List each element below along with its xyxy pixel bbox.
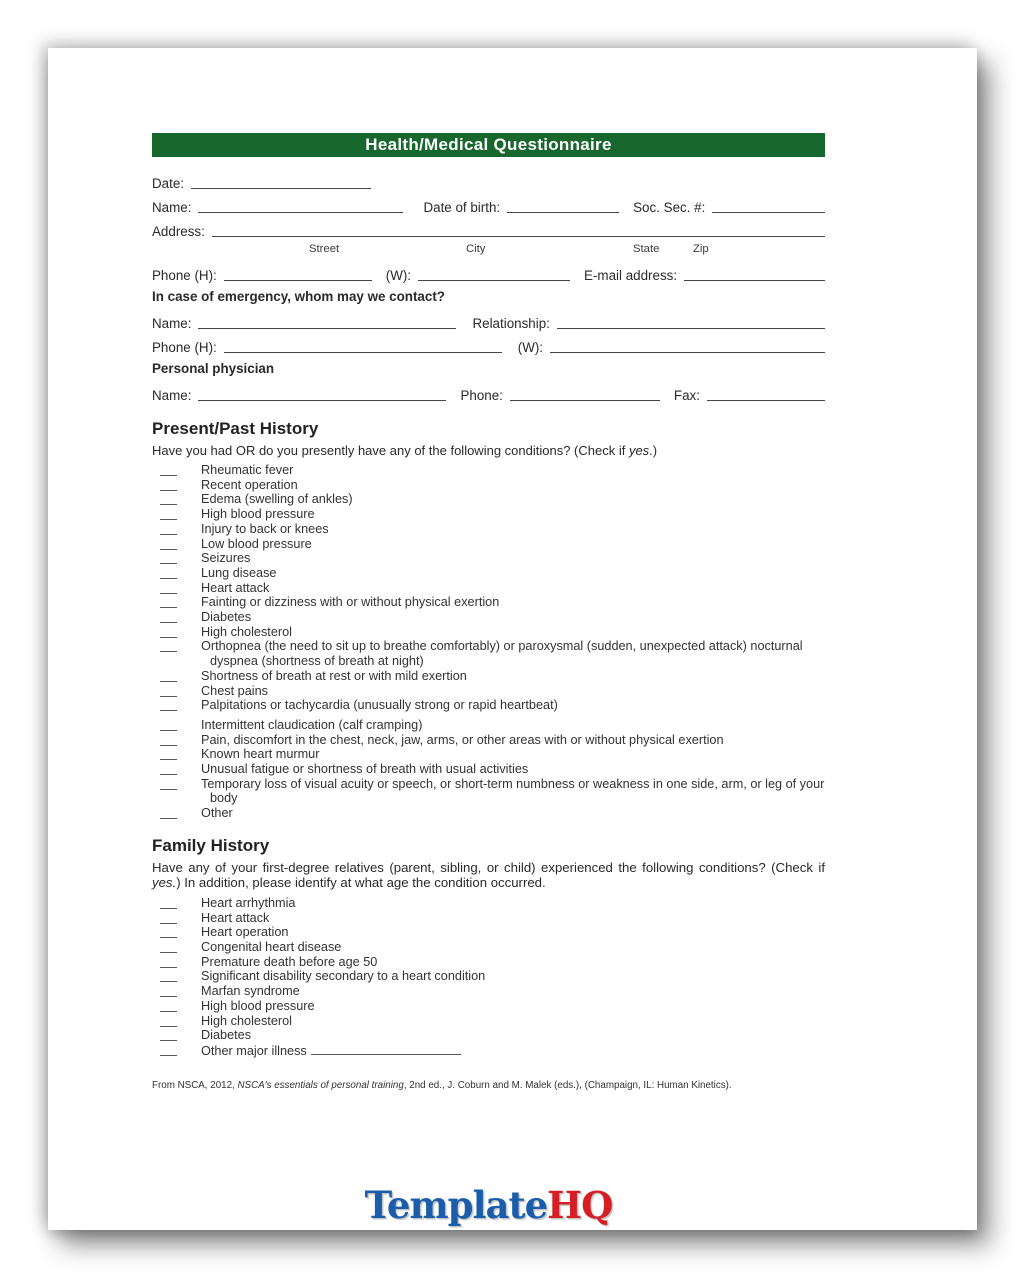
form-title-bar bbox=[152, 133, 825, 157]
checklist-item-label: Shortness of breath at rest or with mild exertion bbox=[201, 668, 467, 683]
checklist-item bbox=[152, 492, 825, 507]
present-past-intro-italic: yes bbox=[628, 443, 650, 458]
name-dob-ssn-row bbox=[152, 192, 825, 216]
checklist-item bbox=[152, 718, 825, 733]
check-blank[interactable] bbox=[160, 984, 177, 997]
check-blank[interactable] bbox=[160, 777, 177, 790]
physician-fax-field[interactable] bbox=[707, 396, 825, 401]
check-blank[interactable] bbox=[160, 733, 177, 746]
checklist-item-label: Marfan syndrome bbox=[201, 984, 300, 999]
present-past-intro bbox=[152, 443, 825, 458]
checklist-item-label: Diabetes bbox=[201, 610, 252, 625]
check-blank[interactable] bbox=[160, 896, 177, 909]
checklist-item-label: Temporary loss of visual acuity or speech, or short-term numbness or weakness in one side, arm, or leg of your body bbox=[201, 776, 825, 806]
check-blank[interactable] bbox=[160, 940, 177, 953]
checklist-item-label: Recent operation bbox=[201, 477, 298, 492]
checklist-item bbox=[152, 684, 825, 699]
check-blank[interactable] bbox=[160, 999, 177, 1012]
checklist-item-label: Orthopnea (the need to sit up to breathe comfortably) or paroxysmal (sudden, unexpected attack) nocturnal dyspnea (shortness of breath at night) bbox=[201, 639, 803, 669]
checklist-item-label: Diabetes bbox=[201, 1028, 252, 1043]
write-in-blank[interactable] bbox=[311, 1043, 461, 1055]
checklist-item-label: Heart attack bbox=[201, 580, 270, 595]
physician-row bbox=[152, 380, 825, 404]
phone-w-field[interactable] bbox=[418, 276, 570, 281]
check-blank[interactable] bbox=[160, 522, 177, 535]
check-blank[interactable] bbox=[160, 925, 177, 938]
checklist-item-label: High blood pressure bbox=[201, 507, 315, 522]
emergency-phone-h-label: Phone (H): bbox=[152, 340, 217, 355]
checklist-item bbox=[152, 762, 825, 777]
checklist-item-label: Heart arrhythmia bbox=[201, 895, 296, 910]
checklist-item-label: High cholesterol bbox=[201, 624, 292, 639]
checklist-item bbox=[152, 478, 825, 493]
checklist-item bbox=[152, 522, 825, 537]
ssn-label: Soc. Sec. #: bbox=[633, 200, 706, 215]
checklist-item bbox=[152, 777, 825, 806]
family-intro-post: ) In addition, please identify at what age the condition occurred. bbox=[176, 875, 546, 891]
check-blank[interactable] bbox=[160, 762, 177, 775]
emergency-phone-w-label: (W): bbox=[517, 340, 544, 355]
checklist-item-label: High cholesterol bbox=[201, 1013, 292, 1028]
checklist-item bbox=[152, 1028, 825, 1043]
checklist-item bbox=[152, 999, 825, 1014]
family-history-checklist bbox=[152, 896, 825, 1059]
checklist-item bbox=[152, 463, 825, 478]
physician-name-field[interactable] bbox=[198, 396, 446, 401]
checklist-item-label: Edema (swelling of ankles) bbox=[201, 492, 353, 507]
check-blank[interactable] bbox=[160, 581, 177, 594]
checklist-item-label: Unusual fatigue or shortness of breath with usual activities bbox=[201, 762, 529, 777]
citation-italic: NSCA's essentials of personal training bbox=[237, 1079, 404, 1091]
checklist-item-label: Lung disease bbox=[201, 565, 277, 580]
phone-email-row bbox=[152, 260, 825, 284]
checklist-item bbox=[152, 747, 825, 762]
logo-part-hq: HQ bbox=[547, 1182, 613, 1227]
check-blank[interactable] bbox=[160, 595, 177, 608]
check-blank[interactable] bbox=[160, 625, 177, 638]
name-label: Name: bbox=[152, 200, 192, 215]
checklist-item bbox=[152, 955, 825, 970]
check-blank[interactable] bbox=[160, 639, 177, 652]
checklist-item-label: Pain, discomfort in the chest, neck, jaw, arms, or other areas with or without physical exertion bbox=[201, 732, 724, 747]
date-field[interactable] bbox=[191, 184, 371, 189]
email-label: E-mail address: bbox=[584, 268, 678, 283]
name-field[interactable] bbox=[198, 208, 403, 213]
address-sublabels bbox=[152, 240, 825, 260]
checklist-item bbox=[152, 806, 825, 821]
physician-heading bbox=[152, 356, 825, 380]
checklist-item bbox=[152, 925, 825, 940]
physician-heading-text: Personal physician bbox=[152, 360, 275, 376]
checklist-item-label: Seizures bbox=[201, 551, 251, 566]
checklist-item bbox=[152, 595, 825, 610]
checklist-item bbox=[152, 1014, 825, 1029]
checklist-item-label: Other major illness bbox=[201, 1043, 461, 1059]
family-intro-italic: yes. bbox=[152, 875, 177, 891]
check-blank[interactable] bbox=[160, 747, 177, 760]
ssn-field[interactable] bbox=[712, 208, 825, 213]
form-content bbox=[152, 133, 825, 1227]
checklist-item bbox=[152, 969, 825, 984]
check-blank[interactable] bbox=[160, 955, 177, 968]
checklist-item bbox=[152, 581, 825, 596]
checklist-item-label: Injury to back or knees bbox=[201, 521, 329, 536]
emergency-name-label: Name: bbox=[152, 316, 192, 331]
document-page bbox=[48, 48, 977, 1230]
checklist-item bbox=[152, 537, 825, 552]
check-blank[interactable] bbox=[160, 718, 177, 731]
checklist-item bbox=[152, 698, 825, 713]
checklist-item bbox=[152, 669, 825, 684]
checklist-item-label: Rheumatic fever bbox=[201, 463, 294, 477]
checklist-item-label: High blood pressure bbox=[201, 998, 315, 1013]
phone-h-field[interactable] bbox=[224, 276, 372, 281]
city-label: City bbox=[466, 243, 486, 255]
zip-label: Zip bbox=[693, 243, 709, 255]
checklist-item bbox=[152, 896, 825, 911]
check-blank[interactable] bbox=[160, 698, 177, 711]
form-title: Health/Medical Questionnaire bbox=[365, 135, 612, 154]
checklist-item-label: Significant disability secondary to a heart condition bbox=[201, 969, 486, 984]
physician-name-label: Name: bbox=[152, 388, 192, 403]
present-past-intro-post: .) bbox=[649, 443, 658, 458]
address-label: Address: bbox=[152, 224, 205, 239]
check-blank[interactable] bbox=[160, 492, 177, 505]
family-history-intro bbox=[152, 860, 825, 891]
check-blank[interactable] bbox=[160, 463, 177, 476]
citation-post: , 2nd ed., J. Coburn and M. Malek (eds.), (Champaign, IL: Human Kinetics). bbox=[403, 1079, 732, 1091]
street-label: Street bbox=[309, 243, 340, 255]
checklist-item-label: Heart operation bbox=[201, 925, 289, 940]
checklist-item-label: Palpitations or tachycardia (unusually strong or rapid heartbeat) bbox=[201, 698, 558, 713]
check-blank[interactable] bbox=[160, 1043, 177, 1056]
family-intro-pre: Have any of your first-degree relatives (parent, sibling, or child) experienced the following conditions? (Check if bbox=[152, 859, 825, 875]
checklist-item-label: Known heart murmur bbox=[201, 747, 320, 762]
dob-label: Date of birth: bbox=[423, 200, 501, 215]
emergency-phone-w-field[interactable] bbox=[550, 348, 825, 353]
checklist-item-label: Intermittent claudication (calf cramping) bbox=[201, 717, 423, 732]
physician-fax-label: Fax: bbox=[673, 388, 700, 403]
checklist-item-label: Fainting or dizziness with or without physical exertion bbox=[201, 595, 500, 610]
present-past-intro-pre: Have you had OR do you presently have any of the following conditions? (Check if bbox=[152, 443, 629, 458]
phone-w-label: (W): bbox=[385, 268, 412, 283]
relationship-label: Relationship: bbox=[472, 316, 550, 331]
physician-phone-label: Phone: bbox=[460, 388, 503, 403]
checklist-item bbox=[152, 625, 825, 640]
check-blank[interactable] bbox=[160, 911, 177, 924]
check-blank[interactable] bbox=[160, 1028, 177, 1041]
checklist-item-label: Congenital heart disease bbox=[201, 939, 342, 954]
emergency-heading bbox=[152, 284, 825, 308]
checklist-item-label: Chest pains bbox=[201, 683, 268, 698]
emergency-phone-h-field[interactable] bbox=[224, 348, 502, 353]
citation-pre: From NSCA, 2012, bbox=[152, 1079, 238, 1091]
family-history-heading: Family History bbox=[152, 835, 270, 855]
relationship-field[interactable] bbox=[557, 324, 825, 329]
present-past-heading: Present/Past History bbox=[152, 419, 319, 438]
check-blank[interactable] bbox=[160, 507, 177, 520]
checklist-item bbox=[152, 566, 825, 581]
checklist-item bbox=[152, 507, 825, 522]
physician-phone-field[interactable] bbox=[510, 396, 660, 401]
logo-part-template: Template bbox=[364, 1182, 548, 1227]
dob-field[interactable] bbox=[507, 208, 619, 213]
check-blank[interactable] bbox=[160, 806, 177, 819]
check-blank[interactable] bbox=[160, 551, 177, 564]
check-blank[interactable] bbox=[160, 478, 177, 491]
date-label: Date: bbox=[152, 176, 185, 191]
phone-h-label: Phone (H): bbox=[152, 268, 217, 283]
source-citation bbox=[152, 1080, 825, 1091]
checklist-item-label: Other bbox=[201, 806, 233, 821]
check-blank[interactable] bbox=[160, 669, 177, 682]
state-label: State bbox=[633, 243, 660, 255]
present-past-checklist bbox=[152, 463, 825, 821]
emergency-name-field[interactable] bbox=[198, 324, 456, 329]
checklist-item bbox=[152, 551, 825, 566]
check-blank[interactable] bbox=[160, 969, 177, 982]
check-blank[interactable] bbox=[160, 684, 177, 697]
date-row bbox=[152, 168, 825, 192]
checklist-item-label: Low blood pressure bbox=[201, 536, 312, 551]
emergency-phone-row bbox=[152, 332, 825, 356]
check-blank[interactable] bbox=[160, 537, 177, 550]
check-blank[interactable] bbox=[160, 610, 177, 623]
checklist-item bbox=[152, 733, 825, 748]
checklist-item bbox=[152, 911, 825, 926]
emergency-heading-text: In case of emergency, whom may we contact? bbox=[152, 288, 445, 304]
checklist-item bbox=[152, 940, 825, 955]
contact-section bbox=[152, 168, 825, 404]
emergency-name-row bbox=[152, 308, 825, 332]
checklist-item bbox=[152, 984, 825, 999]
check-blank[interactable] bbox=[160, 566, 177, 579]
templatehq-logo bbox=[152, 1183, 825, 1227]
checklist-item bbox=[152, 1043, 825, 1059]
email-field[interactable] bbox=[684, 276, 825, 281]
checklist-item bbox=[152, 639, 825, 668]
address-row bbox=[152, 216, 825, 240]
checklist-item-label: Premature death before age 50 bbox=[201, 954, 378, 969]
checklist-item-label: Heart attack bbox=[201, 910, 270, 925]
address-field[interactable] bbox=[212, 232, 825, 237]
checklist-item bbox=[152, 610, 825, 625]
check-blank[interactable] bbox=[160, 1014, 177, 1027]
